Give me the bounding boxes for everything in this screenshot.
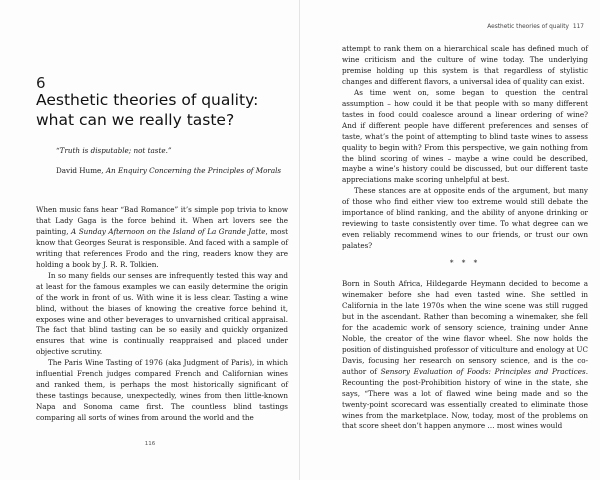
running-head-title: Aesthetic theories of quality	[487, 24, 569, 30]
paragraph: As time went on, some began to question the central assumption – how could it be that people with so many different tastes in food could coalesce around a linear ordering of wine? And if different people have different preferences and senses of taste, what’s the point of attempting to blind taste wines to assess quality to begin with? From this perspective, we gain nothing from the blind scoring of wines – maybe a wine could be described, maybe a wine’s history could be discussed, but our different taste appreciations make scoring unhelpful at best.	[342, 87, 588, 185]
paragraph: The Paris Wine Tasting of 1976 (aka Judgment of Paris), in which influential French judges compared French and Californian wines and ranked them, is perhaps the most historically significant of these tastings because, unexpectedly, wines from then little-known Napa and Sonoma came first. The countless blind tastings comparing all sorts of wines from around the world and the	[36, 358, 288, 423]
paragraph: These stances are at opposite ends of the argument, but many of those who find either view too extreme would still debate the importance of blind ranking, and the ability of anyone drinking or reviewing to taste consistently over time. To what degree can we even reliably recommend wines to our friends, or trust our own palates?	[342, 186, 588, 251]
page-number-right: 117	[572, 24, 584, 30]
epigraph	[56, 145, 286, 177]
paragraph-text: . Recounting the post-Prohibition history of wine in the state, she says, “There was a lot of flawed wine being made and so the twenty-point scorecard was essentially created to eliminate those wines from the marketplace. Now, today, most of the problems on that score sheet don’t happen anymore … most wines would	[342, 366, 588, 431]
left-body-text	[36, 205, 288, 424]
right-page	[300, 0, 600, 480]
chapter-number: 6	[36, 74, 46, 92]
chapter-title: Aesthetic theories of quality: what can we really taste?	[36, 91, 259, 129]
paragraph-text: Born in South Africa, Hildegarde Heymann decided to become a winemaker before she had even tasted wine. She settled in California in the late 1970s when the wine scene was still rugged but in the ascendant. Rather than becoming a winemaker, she fell for the academic work of sensory science, training under Anne Noble, the creator of the wine flavor wheel. She now holds the position of distinguished professor of viticulture and enology at UC Davis, focusing her research on sensory science, and is the co-author of	[342, 279, 588, 376]
book-title: Sensory Evaluation of Foods: Principles and Practices	[380, 366, 586, 376]
paragraph: attempt to rank them on a hierarchical scale has defined much of wine criticism and the culture of wine today. The underlying premise holding up this system is that regardless of stylistic changes and different flavors, a universal idea of quality can exist.	[342, 44, 588, 86]
painting-title: A Sunday Afternoon on the Island of La Grande Jatte	[71, 226, 266, 236]
paragraph-text: When music fans hear “Bad Romance” it’s simple pop trivia to know that Lady Gaga is the force behind it. When art lovers see the painting,	[36, 205, 288, 236]
epigraph-attribution	[56, 165, 286, 177]
right-body-text	[342, 44, 588, 432]
paragraph	[36, 205, 288, 271]
page-number-left: 116	[144, 441, 156, 447]
epigraph-source: An Enquiry Concerning the Principles of Morals	[105, 166, 282, 175]
section-separator: * * *	[449, 258, 481, 268]
paragraph-text: , most know that Georges Seurat is responsible. And faced with a sample of writing that references Frodo and the ring, readers know they are holding a book by J. R. R. Tolkien.	[36, 226, 288, 269]
paragraph	[342, 279, 588, 432]
running-head	[487, 24, 584, 30]
epigraph-author: David Hume,	[56, 166, 106, 175]
paragraph: In so many fields our senses are infrequently tested this way and at least for the famous examples we can easily determine the origin of the work in front of us. With wine it is less clear. Tasting a wine blind, without the biases of knowing the creative force behind it, exposes wine and other beverages to unvarnished critical appraisal. The fact that blind tasting can be so easily and quickly organized ensures that wine is continually reappraised and placed under objective scrutiny.	[36, 270, 288, 357]
epigraph-quote: “Truth is disputable; not taste.”	[56, 146, 172, 155]
